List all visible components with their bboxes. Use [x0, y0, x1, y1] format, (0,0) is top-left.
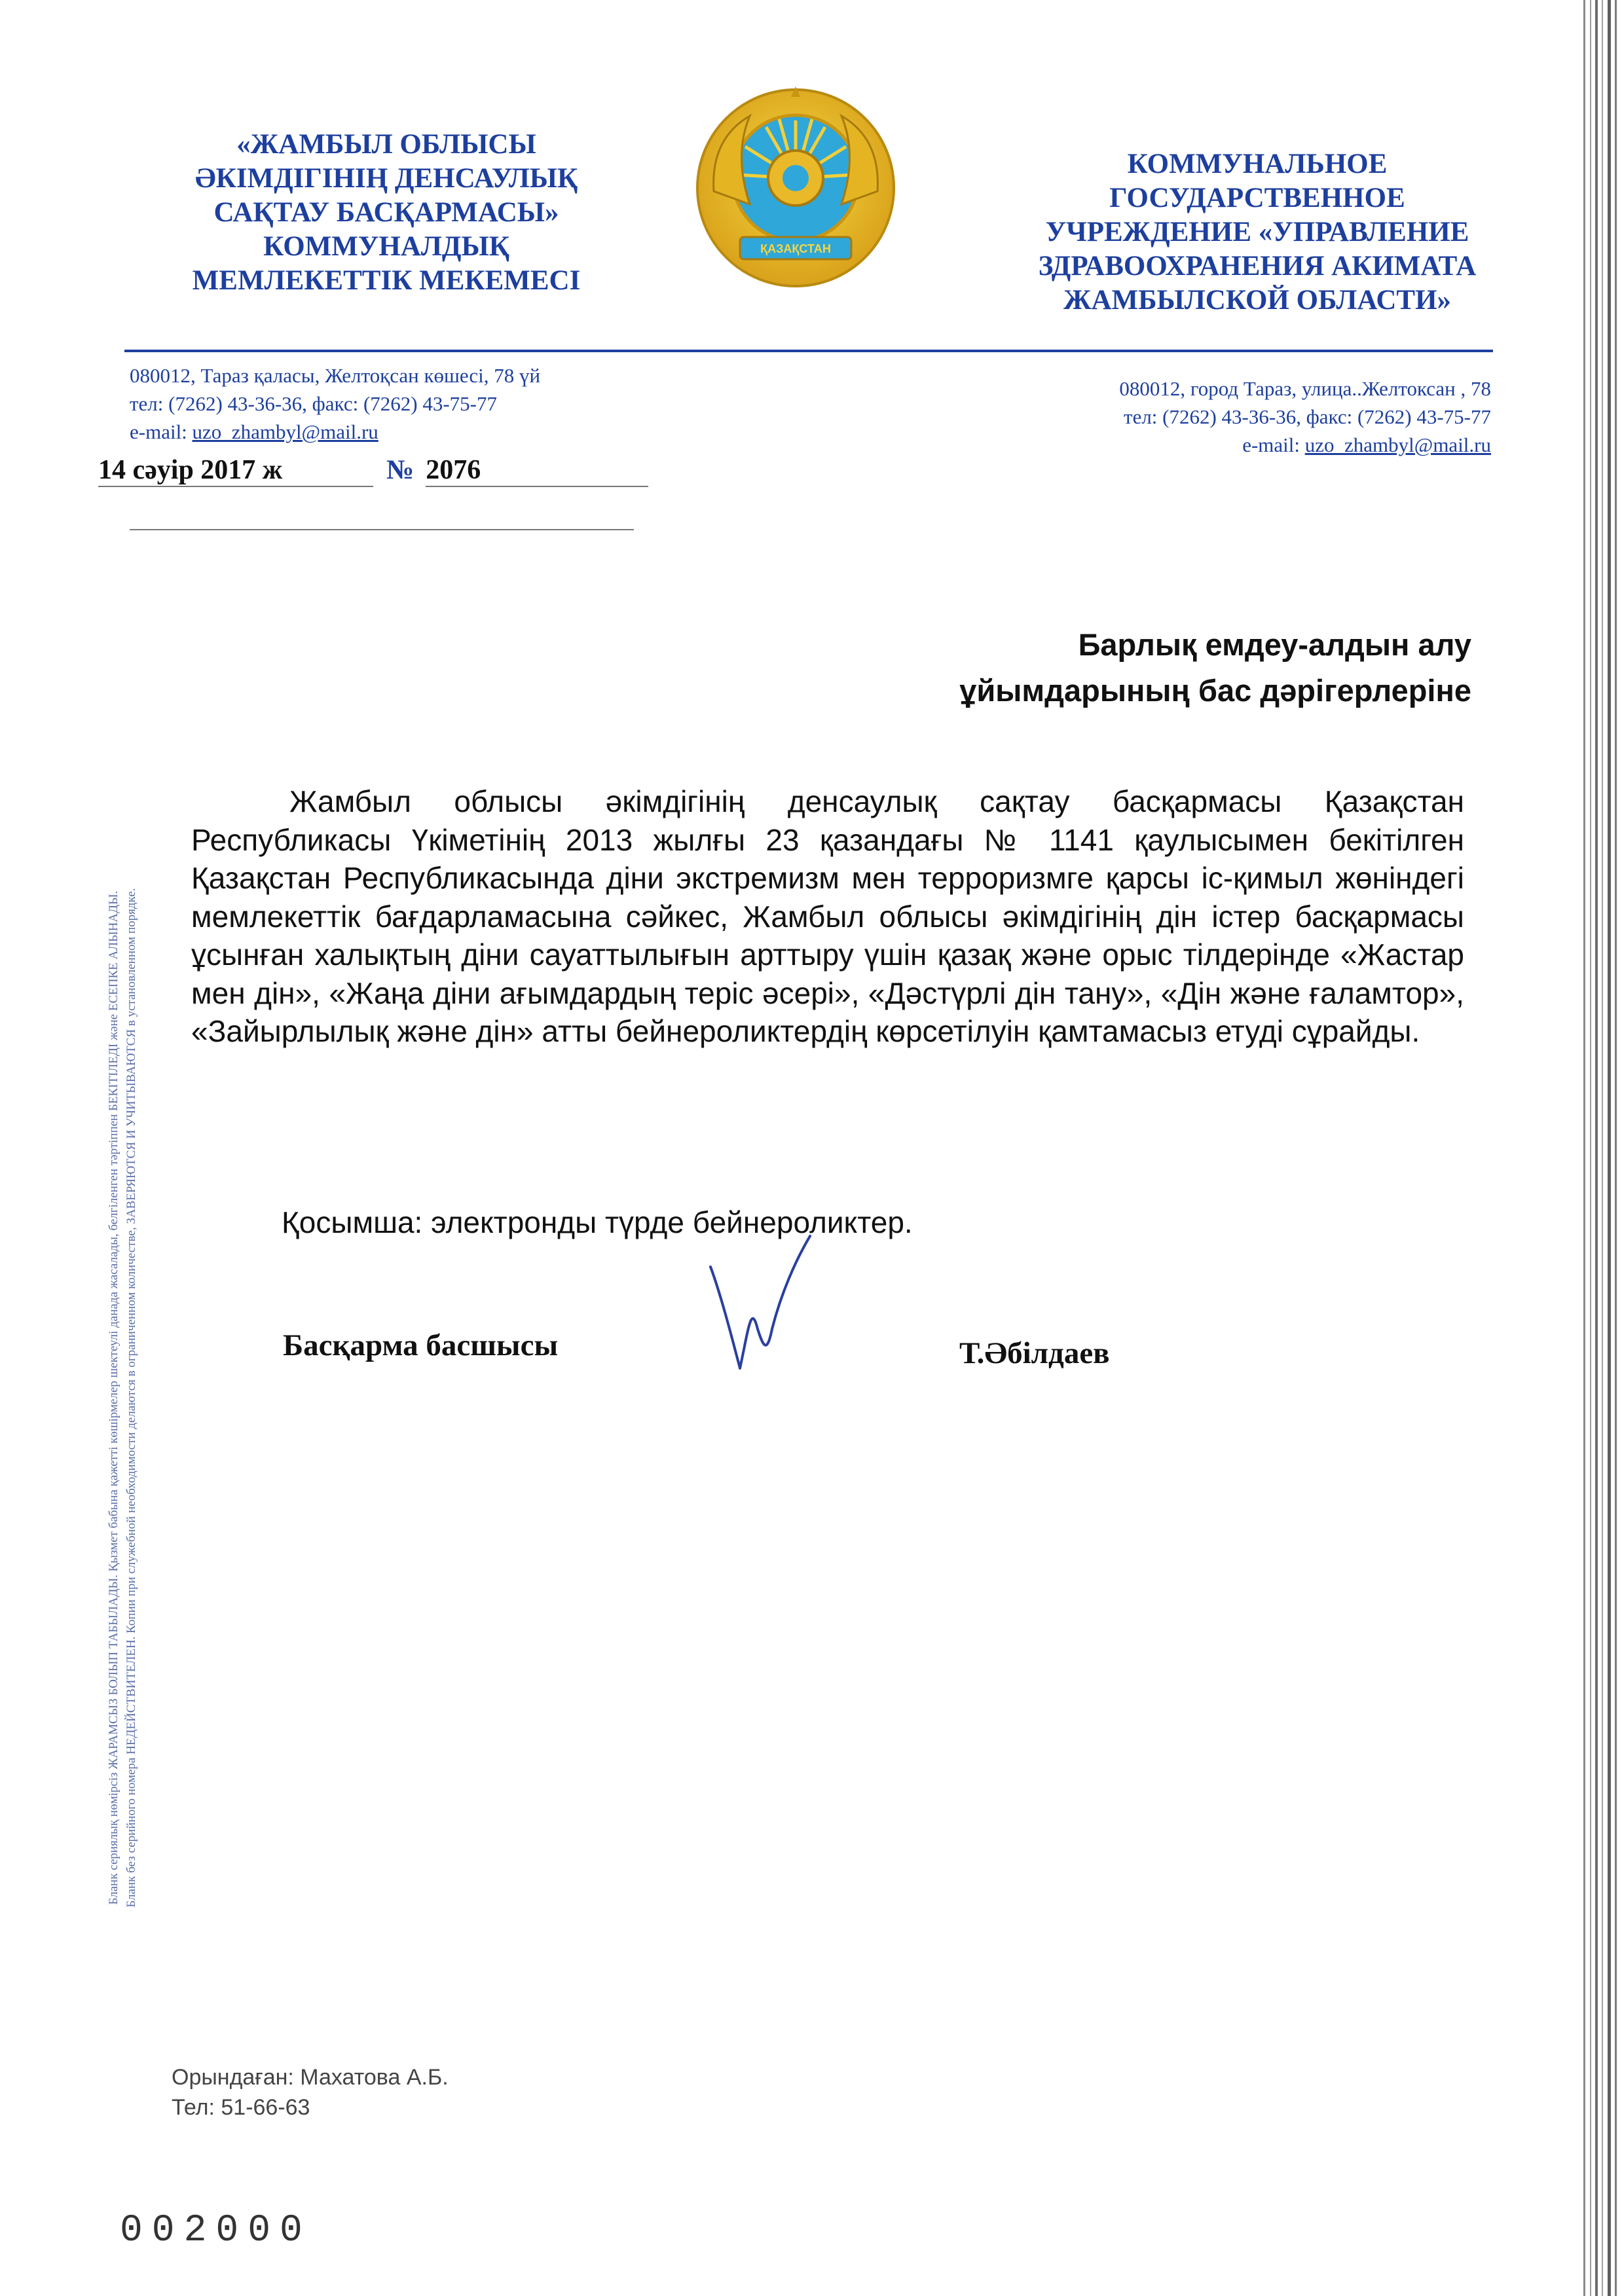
- registration-date: 14 сәуір 2017 ж: [98, 454, 373, 487]
- org-name-line: ЖАМБЫЛСКОЙ ОБЛАСТИ»: [1063, 285, 1452, 316]
- org-name-line: ГОСУДАРСТВЕННОЕ: [1109, 183, 1405, 213]
- email-line: [1119, 431, 1491, 459]
- address-block-russian: [1119, 374, 1491, 459]
- email-line: [130, 418, 540, 446]
- org-name-line: САҚТАУ БАСҚАРМАСЫ»: [213, 197, 559, 228]
- phone-line: тел: (7262) 43-36-36, факс: (7262) 43-75-77: [130, 392, 497, 415]
- email-label: e-mail:: [130, 420, 193, 443]
- email-label: e-mail:: [1242, 433, 1305, 456]
- addressee-line: ұйымдарының бас дәрігерлеріне: [959, 673, 1471, 708]
- letter-body: Жамбыл облысы әкімдігінің денсаулық сақтау басқармасы Қазақстан Республикасы Үкіметінің 2013 жылғы 23 қазандағы № 1141 қаулысымен бекітілген Қазақстан Республикасында діни экстремизм мен терроризмге қарсы іс-қимыл жөніндегі мемлекеттік бағдарламасына сәйкес, Жамбыл облысы әкімдігінің дін істер басқармасы ұсынған халықтың діни сауаттылығын арттыру үшін қазақ және орыс тілдерінде «Жастар мен дін», «Жаңа діни ағымдардың теріс әсері», «Дәстүрлі дін тану», «Дін және ғаламтор», «Зайырлылық және дін» атты бейнероликтердің көрсетілуін қамтамасыз етуді сұрайды.: [191, 784, 1464, 1048]
- registration-subline: [130, 529, 634, 530]
- attachment-note: Қосымша: электронды түрде бейнероликтер.: [282, 1205, 913, 1239]
- addressee-line: Барлық емдеу-алдын алу: [1078, 627, 1471, 662]
- executor-info: [172, 2062, 449, 2123]
- org-name-line: «ЖАМБЫЛ ОБЛЫСЫ: [236, 129, 536, 160]
- org-name-line: КОММУНАЛЬНОЕ: [1127, 149, 1388, 179]
- handwritten-signature: [704, 1231, 815, 1375]
- org-name-kazakh: [124, 128, 648, 298]
- signatory-title: Басқарма басшысы: [283, 1328, 559, 1362]
- address-block-kazakh: [130, 361, 540, 446]
- org-name-line: МЕМЛЕКЕТТІК МЕКЕМЕСІ: [192, 265, 581, 296]
- scan-edge-line: [1608, 0, 1611, 2296]
- address-line: 080012, Тараз қаласы, Желтоқсан көшесі, 78 үй: [130, 364, 541, 387]
- number-sign: №: [386, 455, 415, 485]
- side-disclaimer-line: Бланк сериялық нөмірсіз ЖАРАМСЫЗ БОЛЫП ТАБЫЛАДЫ. Қызмет бабына қажетті көшірмелер шектеулі данада жасалады, белгіленген тәртіппен БЕКІТІЛЕДІ және ЕСЕПКЕ АЛЫНАДЫ.: [107, 890, 120, 1905]
- scan-edge-line: [1595, 0, 1598, 2296]
- registration-number: 2076: [426, 454, 648, 487]
- email-link[interactable]: uzo_zhambyl@mail.ru: [192, 420, 378, 443]
- org-name-russian: [976, 147, 1539, 318]
- scan-edge-line: [1615, 0, 1617, 2296]
- address-line: 080012, город Тараз, улица..Желтоксан , 78: [1119, 377, 1491, 400]
- executor-phone: Тел: 51-66-63: [172, 2095, 310, 2120]
- letterhead-divider: [124, 350, 1493, 352]
- side-disclaimer: [105, 717, 140, 2079]
- email-link[interactable]: uzo_zhambyl@mail.ru: [1304, 433, 1491, 456]
- scan-edge-line: [1590, 0, 1591, 2296]
- org-name-line: ЗДРАВООХРАНЕНИЯ АКИМАТА: [1038, 251, 1477, 282]
- scan-edge-line: [1602, 0, 1603, 2296]
- side-disclaimer-line: Бланк без серийного номера НЕДЕЙСТВИТЕЛЕН. Копии при служебной необходимости делаются в ограниченном количестве, ЗАВЕРЯЮТСЯ И УЧИТЫВАЮТСЯ в установленном порядке.: [124, 888, 138, 1908]
- org-name-line: ӘКІМДІГІНІҢ ДЕНСАУЛЫҚ: [194, 163, 578, 194]
- scan-edge-line: [1583, 0, 1585, 2296]
- addressee-block: [959, 622, 1471, 714]
- org-name-line: КОММУНАЛДЫҚ: [263, 231, 509, 262]
- org-name-line: УЧРЕЖДЕНИЕ «УПРАВЛЕНИЕ: [1045, 217, 1469, 247]
- registration-line: [98, 454, 648, 487]
- signatory-name: Т.Әбілдаев: [959, 1336, 1110, 1370]
- executor-name: Орындаған: Махатова А.Б.: [172, 2065, 449, 2090]
- phone-line: тел: (7262) 43-36-36, факс: (7262) 43-75-77: [1124, 405, 1491, 428]
- state-emblem-icon: [688, 80, 904, 309]
- form-serial-number: 002000: [120, 2210, 312, 2252]
- emblem-ribbon-text: ҚАЗАҚСТАН: [760, 242, 831, 255]
